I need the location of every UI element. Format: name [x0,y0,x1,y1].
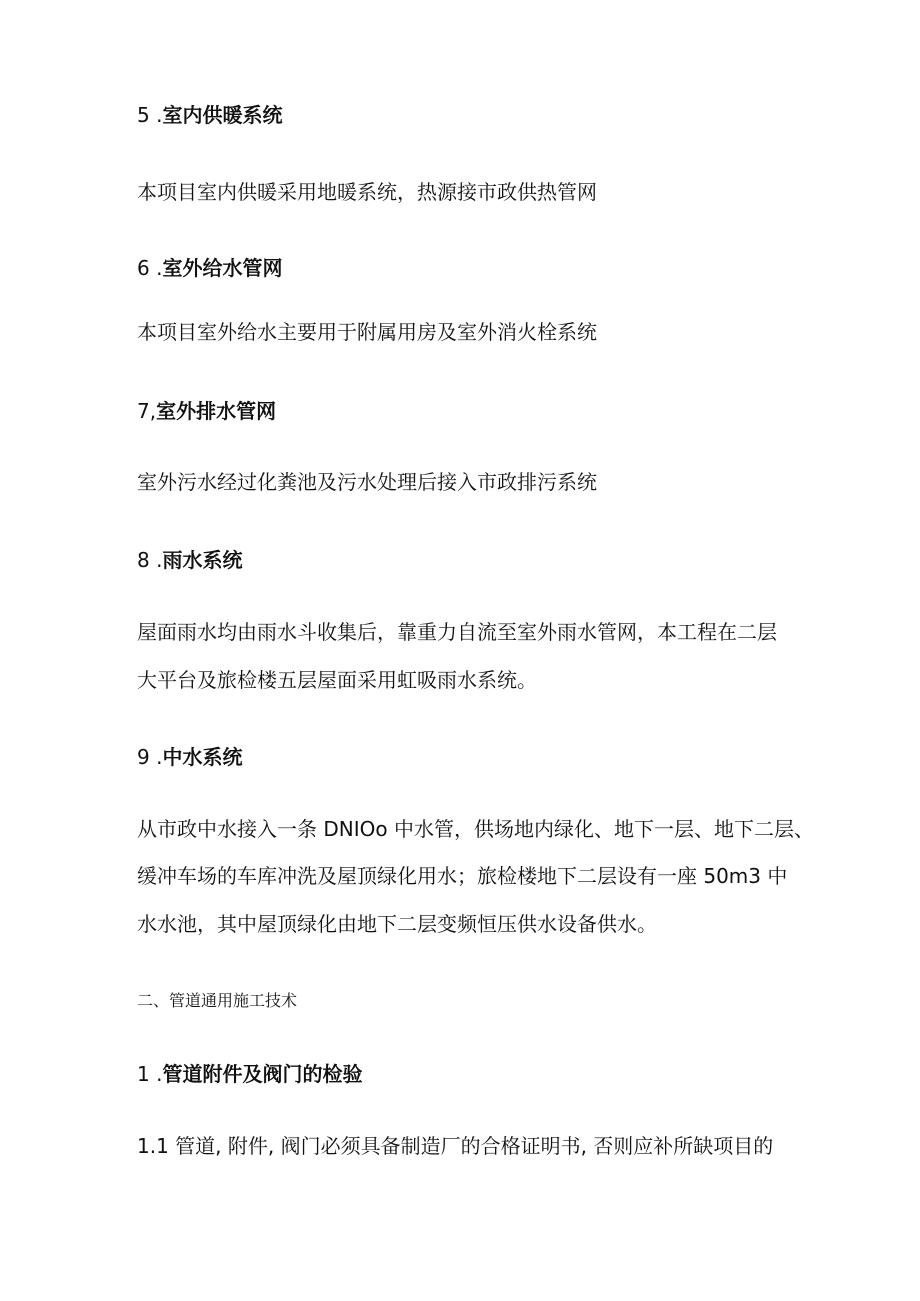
paragraph-line: 缓冲车场的车库冲洗及屋顶绿化用水；旅检楼地下二层设有一座 50m3 中 [137,864,788,888]
section-heading-6 [137,254,282,282]
subsection-heading-1 [137,1060,362,1088]
paragraph: 本项目室内供暖采用地暖系统，热源接市政供热管网 [137,180,597,204]
section-title: 中水系统 [162,745,243,769]
section-number: 8 . [137,548,163,572]
section-number: 9 . [137,745,163,769]
paragraph-line: 从市政中水接入一条 DNIOo 中水管，供场地内绿化、地下一层、地下二层、 [137,817,814,841]
section-title: 室外排水管网 [156,399,277,423]
section-title: 管道附件及阀门的检验 [162,1062,363,1086]
section-title: 雨水系统 [162,548,243,572]
part-title: 二、管道通用施工技术 [137,991,298,1010]
paragraph-line: 大平台及旅检楼五层屋面采用虹吸雨水系统。 [137,668,537,692]
paragraph-line: 屋面雨水均由雨水斗收集后，靠重力自流至室外雨水管网，本工程在二层 [137,620,777,644]
section-number: 5 . [137,103,163,127]
section-number: 7, [137,399,157,423]
paragraph-line: 1.1 管道, 附件, 阀门必须具备制造厂的合格证明书, 否则应补所缺项目的 [137,1134,774,1158]
section-number: 1 . [137,1062,163,1086]
paragraph: 本项目室外给水主要用于附属用房及室外消火栓系统 [137,320,597,344]
section-heading-9 [137,743,242,771]
section-heading-8 [137,546,242,574]
paragraph-line: 水水池，其中屋顶绿化由地下二层变频恒压供水设备供水。 [137,912,657,936]
section-heading-5 [137,101,282,129]
paragraph: 室外污水经过化粪池及污水处理后接入市政排污系统 [137,470,597,494]
section-heading-7 [137,397,276,425]
section-title: 室内供暖系统 [162,103,283,127]
section-number: 6 . [137,256,163,280]
section-title: 室外给水管网 [162,256,283,280]
